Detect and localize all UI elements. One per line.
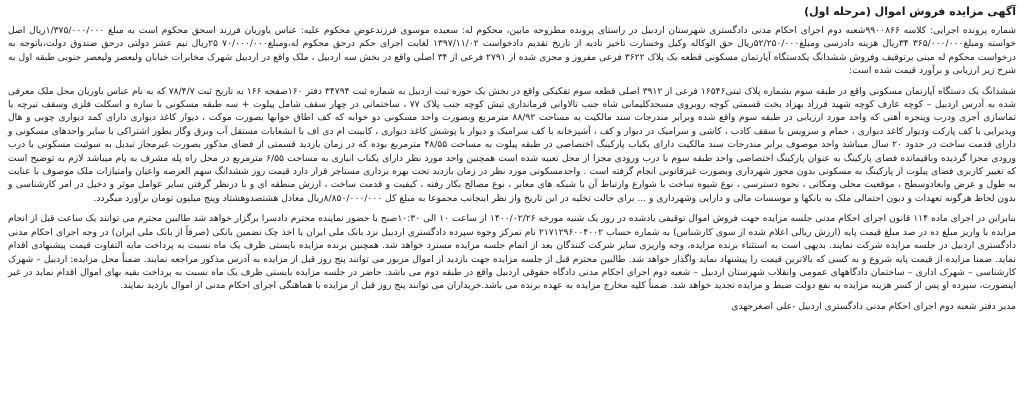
notice-paragraph-auction-terms: بنابراین در اجرای ماده ۱۱۴ قانون اجرای احکام مدنی جلسه مزایده جهت فروش اموال توقیفی یادشده در روز یک شنبه مورخه ۱۴۰۰/۰۲/۲۶ از ساعت ۱۰ الی ۱۰:۳۰صبح با حضور نماینده محترم دادسرا برگزار خواهد شد طالبین محترم می توانند یک ساعت قبل از انجام مزایده با واریز مبلغ ده در صد مبلغ قیمت پایه (ارزش ریالی اعلام شده از سوی کارشناس) به شماره حساب ۲۱۷۱۲۹۶۰۰۴۰۰۲ نام تمرکز وجوه سپرده دادگستری اردبیل نزد بانک ملی ایران یا اخذ چک تضمین بانکی (صرفاً از بانک ملی ایران) در وجه اجرای احکام مدنی دادگستری اردبیل در جلسه مزایده شرکت نمایند. بدیهی است به استثناء برنده مزایده، وجه واریزی سایر شرکت کنندگان بعد از اتمام جلسه مزایده مسترد خواهد شد. همچنین برنده مزایده بایستی ظرف یک ماه نسبت به پرداخت مابه التفاوت قیمت پیشنهادی اقدام نماید. ضمنا مزایده از قیمت پایه شروع و به کسی که بالاترین قیمت را پیشنهاد نماید واگذار خواهد شد. طالبین محترم قبل از جلسه مزایده جهت بازدید از اموال مزبور می توانند پنج روز قبل از مزایده به آدرس مذکور مراجعه نمایند. ضمناً محل مزایده: اردبیل – شهرک کارشناسی – شهرک اداری – ساختمان دادگاههای عمومی وانقلاب شهرستان اردبیل – شعبه دوم اجرای احکام مدنی دادگاه حقوقی اردبیل واقع در طبقه دوم می باشد. حاضر در جلسه مزایده بایستی ظرف یک ماه نسبت به پرداخت بقیه بهای اموال اقدام نماید در غیر اینصورت، سپرده او پس از کسر هزینه مزایده به نفع دولت ضبط و مزایده تجدید خواهد شد. ضمناً کلیه مخارج مزایده به عهده برنده می باشد.خریداران می توانند پنج روز قبل از مزایده با هماهنگی اجرای احکام مدنی از اموال بازدید نمایند.: [8, 213, 1016, 292]
notice-title: آگهی مزایده فروش اموال (مرحله اول): [804, 5, 1016, 18]
notice-paragraph-property: ششدانگ یک دستگاه آپارتمان مسکونی واقع در طبقه سوم بشماره پلاک ثبتی۱۶۵۴۶ فرعی از ۳۹۱۲ اصلی قطعه سوم تفکیکی واقع در بخش یک حوزه ثبت اردبیل به شماره ثبت ۳۴۷۹۴ دفتر ۱۶۰صفحه ۱۶۶ به تاریخ ثبت ۷۸/۴/۷ که به نام عباس یاوریان محل ملک معرفی شده به آدرس اردبیل – کوچه عارف کوچه شهید فرزاد بهزاد بخت قسمتی کوچه روبروی مسجدکلیمانی شاه جنب تالاوانی فرمانداری تیش کوچه جنب پلاک ۷۷ ، ساختمانی در چهار سقف شامل پیلوت + سه طبقه مسکونی با سازه و اسکلت فلزی وسقف تیرچه یا تماسازی آجری ودرب وپنجره آهنی که واحد مورد ارزیابی در طبقه سوم واقع شده وبرابر مندرجات سند مالکیت به مساحت ۸۸/۹۲ مترمربع وبصورت واحد مسکونی دو خوابه که کف اطاق خوابها بصورت موکت ، دیوار کاغذ دیواری دارای کمد دیواری چوبی و هال وپذیرایی با کف پارکت ودیوار کاغذ دیواری ، حمام و سرویس با سقف کاذب ، کاشی و سرامیک در دیوار و کف ، آشپزخانه با کف سرامیک و دیوار با پوشش کاغذ دیواری ، کابینت ام دی اف با انشعابات مستقل آب وبرق وگاز بطور اشتراکی با سایر واحدهای مسکونی و دارای قدمت ساخت در حدود ۲۰ سال میباشد واحد موصوف برابر مندرجات سند مالکیت دارای یکباب پارکینگ اختصاصی در طبقه پیلوت به مساحت ۴۸/۵۵ مترمربع بوده که در زمان بازدید قسمتی از فضای مذکور بصورت غیرمجاز تبدیل به سوئیت مسکونی با درب ورودی مجزا گردیده وباقیمانده فضای پارکینگ به عنوان پارکینگ اختصاصی واحد طبقه سوم با درب ورودی مجزا از محل تعبیه شده است همچنین واحد مورد نظر دارای یکباب انباری به مساحت ۶/۵۵ مترمربع در محل راه پله مشرف به پام میباشد لازم به توضیح است که تغییر کاربری فضای پیلوت از پارکینگ به مسکونی بدون مجوز شهرداری وبصورت غیرقانونی انجام گرفته است . واحدمسکونی مورد نظر در زمان بازدید تحت بهره برداری مستاجر قرار دارد قیمت روز ششدانگ سهم العرصه واعیان وامتیازات ملک موصوف با عنایت به طول و عرض وابعادوسطح ، موقعیت محلی ومکانی ، نحوه دسترسی ، نوع شیوه ساخت با شوارع وارتباط آن با شبکه های معابر ، نوع مصالح بکار رفته ، کیفیت و قدمت ساخت ، ارزش منطقه ای و با درنظر گرفتن سایر عوامل موثر و دخیل در امر کارشناسی و بدون لحاظ هرگونه تعهدات و دیون احتمالی ملک به بانکها و موسسات مالی و دارایی وشهرداری و ... برای حالت تخلیه در این تاریخ واز نظر اینجانب مجموعا به مبلغ کل ۸/۸۵۰/۰۰۰/۰۰۰ریال معادل هشتصدوهشتاد وپنج میلیون تومان برآورد میگردد.: [8, 85, 1016, 204]
notice-signature: مدیر دفتر شعبه دوم اجرای احکام مدنی دادگستری اردبیل -علی اصغرجهدی: [731, 300, 1016, 312]
notice-paragraph-case: شماره پرونده اجرایی: کلاسه ۹۹۰۰۸۶۶شعبه دوم اجرای احکام مدنی دادگستری شهرستان اردبیل در راستای پرونده مطروحه مابین، محکوم له: سعیده موسوی فرزندعوض محکوم علیه: عباس یاوریان فرزند اسحق محکوم است به مبلغ ۱/۳۷۵/۰۰۰/۰۰۰ریال اصل خواسته ومبلغ۳۶۵/۰۰۰/۰۰۰ ۳۴ریال هزینه دادرسی ومبلغ۵۲/۲۵۰/۰۰۰ریال حق الوکاله وکیل وخسارت تاخیر تادیه از تاریخ تقدیم دادخواست ۱۳۹۷/۱۱/۰۲ لغایت اجرای حکم درحق محکوم له،ومبلغ۷۰/۰۰۰/۰۰۰ ۲۵ریال نیم عشر دولتی درحق صندوق دولت،باتوجه به درخواست محکوم له مبنی برتوقیف وفروش ششدانگ یکدستگاه آپارتمان مسکونی قطعه یک پلاک ۳۶۲۲ فرعی مفروز و مجزی شده از ۲۷۹۱ فرعی از ۳۴ اصلی واقع در بخش سه اردبیل ، ملک واقع در اردبیل شهرک مخابرات خیابان ولیعصر ولیعصر جنوبی طبقه اول به شرح زیر ارزیابی و برآورد قیمت شده است:: [8, 25, 1017, 77]
